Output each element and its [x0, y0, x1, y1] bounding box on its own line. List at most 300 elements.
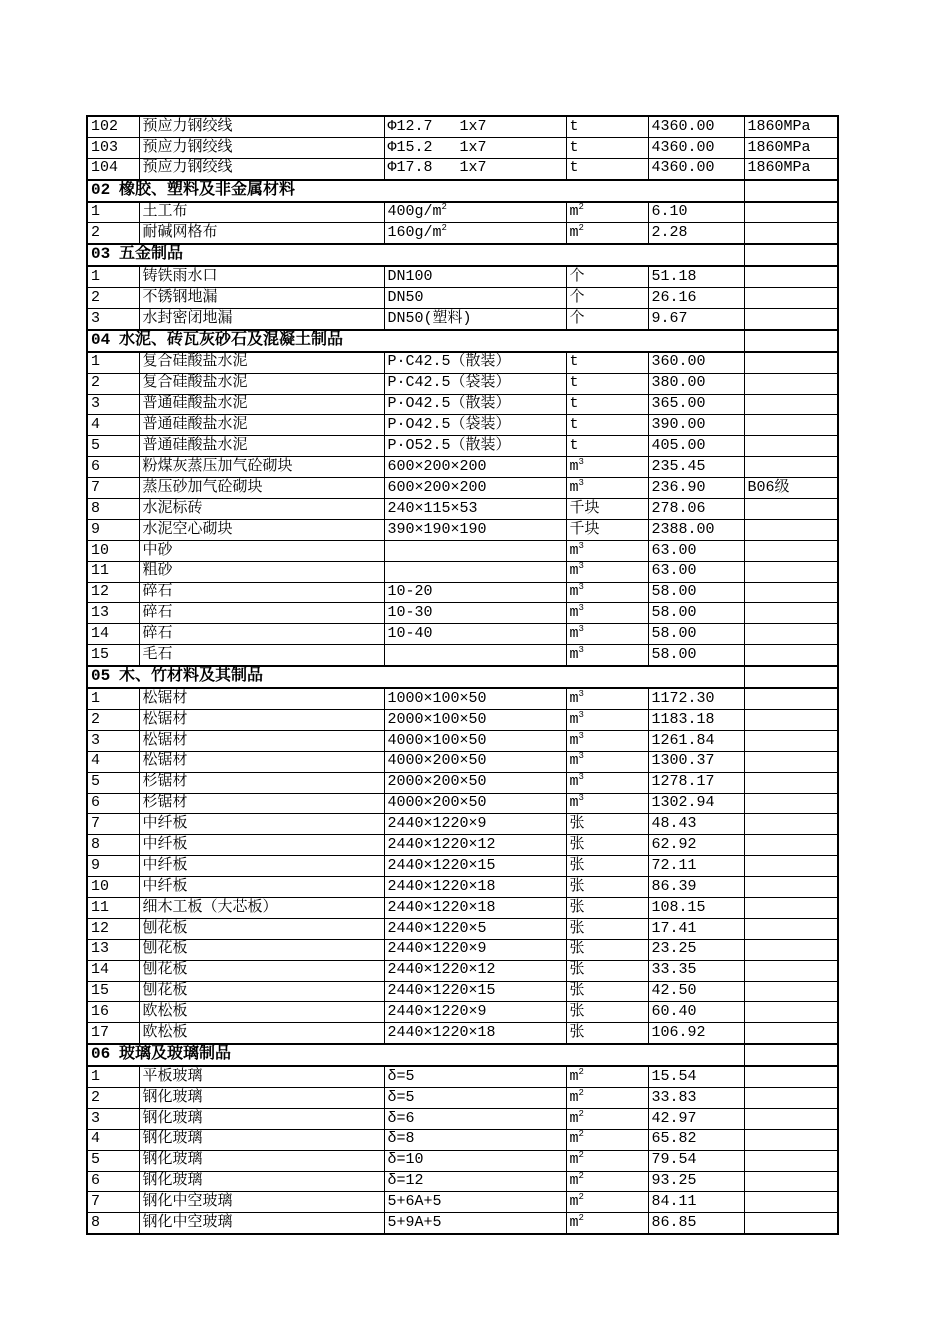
row-number-cell: 7 [87, 478, 139, 499]
price-cell: 26.16 [648, 288, 744, 309]
note-cell: 1860MPa [744, 116, 838, 137]
unit-cell: t [566, 394, 648, 415]
note-cell [744, 1087, 838, 1108]
spec-cell: 5+9A+5 [384, 1213, 566, 1234]
note-cell [744, 436, 838, 457]
unit-cell: 张 [566, 1023, 648, 1044]
material-name-cell: 松锯材 [139, 751, 384, 772]
unit-cell: $m^3$ [566, 603, 648, 624]
note-cell [744, 309, 838, 330]
unit-cell: 个 [566, 288, 648, 309]
unit-cell: t [566, 137, 648, 158]
price-cell: 15.54 [648, 1066, 744, 1087]
note-cell [744, 751, 838, 772]
price-cell: 2388.00 [648, 519, 744, 540]
note-cell [744, 457, 838, 478]
material-row [87, 645, 838, 666]
material-row [87, 603, 838, 624]
unit-cell: $m^2$ [566, 1087, 648, 1108]
row-number-cell: 7 [87, 814, 139, 835]
section-title: 玻璃及玻璃制品 [119, 1045, 232, 1064]
row-number-cell: 1 [87, 1066, 139, 1087]
spec-cell: 10-40 [384, 624, 566, 645]
material-row [87, 266, 838, 287]
row-number-cell: 4 [87, 751, 139, 772]
note-cell [744, 1066, 838, 1087]
spec-cell: Φ12.7 1x7 [384, 116, 566, 137]
section-code: 06 [91, 1045, 111, 1064]
unit-cell: $m^3$ [566, 540, 648, 561]
note-cell [744, 939, 838, 960]
price-cell: 84.11 [648, 1192, 744, 1213]
material-row [87, 1087, 838, 1108]
unit-cell: 张 [566, 897, 648, 918]
material-name-cell: 中纤板 [139, 877, 384, 898]
unit-cell: 张 [566, 814, 648, 835]
row-number-cell: 2 [87, 223, 139, 244]
material-row [87, 519, 838, 540]
unit-cell: t [566, 158, 648, 179]
price-cell: 108.15 [648, 897, 744, 918]
note-cell [744, 814, 838, 835]
note-cell [744, 645, 838, 666]
material-row [87, 835, 838, 856]
row-number-cell: 1 [87, 352, 139, 373]
material-name-cell: 水泥标砖 [139, 499, 384, 520]
row-number-cell: 13 [87, 603, 139, 624]
spec-cell: Φ15.2 1x7 [384, 137, 566, 158]
row-number-cell: 15 [87, 645, 139, 666]
unit-cell: $m^2$ [566, 1150, 648, 1171]
row-number-cell: 2 [87, 288, 139, 309]
material-row [87, 918, 838, 939]
material-name-cell: 普通硅酸盐水泥 [139, 394, 384, 415]
unit-cell: $m^2$ [566, 1066, 648, 1087]
unit-cell: $m^3$ [566, 751, 648, 772]
row-number-cell: 104 [87, 158, 139, 179]
material-name-cell: 碎石 [139, 624, 384, 645]
spec-cell: 2440×1220×15 [384, 981, 566, 1002]
spec-cell: DN50 [384, 288, 566, 309]
unit-cell: $m^3$ [566, 688, 648, 709]
note-cell [744, 373, 838, 394]
spec-cell [384, 561, 566, 582]
unit-cell: $m^2$ [566, 1108, 648, 1129]
unit-cell: $m^2$ [566, 202, 648, 223]
materials-price-table [86, 115, 839, 1235]
material-row [87, 624, 838, 645]
material-name-cell: 松锯材 [139, 730, 384, 751]
price-cell: 4360.00 [648, 137, 744, 158]
price-cell: 278.06 [648, 499, 744, 520]
note-cell [744, 352, 838, 373]
section-header-cell [87, 180, 744, 202]
material-name-cell: 松锯材 [139, 688, 384, 709]
note-cell [744, 223, 838, 244]
material-name-cell: 毛石 [139, 645, 384, 666]
note-cell [744, 666, 838, 688]
material-name-cell: 预应力钢绞线 [139, 137, 384, 158]
price-cell: 405.00 [648, 436, 744, 457]
note-cell [744, 897, 838, 918]
material-row [87, 1023, 838, 1044]
row-number-cell: 1 [87, 266, 139, 287]
note-cell: 1860MPa [744, 158, 838, 179]
price-cell: 33.35 [648, 960, 744, 981]
material-row [87, 116, 838, 137]
section-title: 五金制品 [119, 245, 184, 264]
material-row [87, 751, 838, 772]
row-number-cell: 12 [87, 582, 139, 603]
section-header-row [87, 1044, 838, 1066]
row-number-cell: 15 [87, 981, 139, 1002]
spec-cell: 2440×1220×15 [384, 856, 566, 877]
material-row [87, 561, 838, 582]
unit-cell: $m^3$ [566, 457, 648, 478]
unit-cell: t [566, 373, 648, 394]
section-header-row [87, 244, 838, 266]
unit-cell: $m^3$ [566, 561, 648, 582]
note-cell [744, 856, 838, 877]
row-number-cell: 103 [87, 137, 139, 158]
note-cell [744, 540, 838, 561]
row-number-cell: 102 [87, 116, 139, 137]
material-name-cell: 普通硅酸盐水泥 [139, 436, 384, 457]
note-cell [744, 1150, 838, 1171]
note-cell [744, 415, 838, 436]
unit-cell: 张 [566, 877, 648, 898]
spec-cell: 10-30 [384, 603, 566, 624]
spec-cell: 4000×200×50 [384, 751, 566, 772]
unit-cell: 张 [566, 939, 648, 960]
unit-cell: 张 [566, 856, 648, 877]
note-cell [744, 835, 838, 856]
spec-cell: 2440×1220×12 [384, 835, 566, 856]
unit-cell: t [566, 352, 648, 373]
material-name-cell: 粗砂 [139, 561, 384, 582]
spec-cell: 2440×1220×18 [384, 897, 566, 918]
row-number-cell: 3 [87, 394, 139, 415]
material-row [87, 309, 838, 330]
spec-cell: $160g/m^2$ [384, 223, 566, 244]
row-number-cell: 3 [87, 730, 139, 751]
spec-cell [384, 540, 566, 561]
unit-cell: $m^3$ [566, 772, 648, 793]
material-row [87, 540, 838, 561]
unit-cell: $m^2$ [566, 1213, 648, 1234]
material-name-cell: 碎石 [139, 603, 384, 624]
material-row [87, 688, 838, 709]
section-code: 04 [91, 331, 111, 350]
spec-cell: 2440×1220×5 [384, 918, 566, 939]
row-number-cell: 14 [87, 624, 139, 645]
price-cell: 4360.00 [648, 158, 744, 179]
price-cell: 1183.18 [648, 709, 744, 730]
unit-cell: 张 [566, 981, 648, 1002]
note-cell [744, 519, 838, 540]
note-cell [744, 1213, 838, 1234]
spec-cell: DN100 [384, 266, 566, 287]
price-cell: 58.00 [648, 603, 744, 624]
note-cell [744, 266, 838, 287]
spec-cell: 2440×1220×12 [384, 960, 566, 981]
unit-cell: 张 [566, 1002, 648, 1023]
spec-cell: 2440×1220×18 [384, 1023, 566, 1044]
note-cell [744, 918, 838, 939]
row-number-cell: 12 [87, 918, 139, 939]
material-name-cell: 刨花板 [139, 981, 384, 1002]
spec-cell: 2440×1220×18 [384, 877, 566, 898]
spec-cell: 390×190×190 [384, 519, 566, 540]
material-name-cell: 刨花板 [139, 939, 384, 960]
material-row [87, 856, 838, 877]
material-row [87, 877, 838, 898]
spec-cell: 600×200×200 [384, 457, 566, 478]
row-number-cell: 4 [87, 1129, 139, 1150]
row-number-cell: 5 [87, 772, 139, 793]
material-row [87, 457, 838, 478]
unit-cell: 个 [566, 266, 648, 287]
spec-cell: 2000×100×50 [384, 709, 566, 730]
material-row [87, 1213, 838, 1234]
row-number-cell: 9 [87, 856, 139, 877]
price-cell: 63.00 [648, 561, 744, 582]
price-cell: 23.25 [648, 939, 744, 960]
section-title: 橡胶、塑料及非金属材料 [119, 180, 296, 199]
section-header-row [87, 180, 838, 202]
spec-cell: DN50(塑料) [384, 309, 566, 330]
material-name-cell: 钢化中空玻璃 [139, 1213, 384, 1234]
material-row [87, 415, 838, 436]
price-cell: 72.11 [648, 856, 744, 877]
price-cell: 17.41 [648, 918, 744, 939]
unit-cell: t [566, 415, 648, 436]
unit-cell: $m^3$ [566, 793, 648, 814]
material-name-cell: 杉锯材 [139, 772, 384, 793]
material-row [87, 499, 838, 520]
note-cell [744, 244, 838, 266]
spec-cell: 2440×1220×9 [384, 939, 566, 960]
section-code: 03 [91, 245, 111, 264]
note-cell [744, 981, 838, 1002]
section-header-cell [87, 244, 744, 266]
material-name-cell: 水封密闭地漏 [139, 309, 384, 330]
material-row [87, 793, 838, 814]
material-name-cell: 耐碱网格布 [139, 223, 384, 244]
spec-cell: δ=12 [384, 1171, 566, 1192]
material-name-cell: 细木工板（大芯板） [139, 897, 384, 918]
material-name-cell: 复合硅酸盐水泥 [139, 373, 384, 394]
unit-cell: $m^2$ [566, 1129, 648, 1150]
spec-cell: 4000×200×50 [384, 793, 566, 814]
row-number-cell: 11 [87, 561, 139, 582]
note-cell [744, 180, 838, 202]
row-number-cell: 5 [87, 1150, 139, 1171]
price-cell: 390.00 [648, 415, 744, 436]
material-name-cell: 中纤板 [139, 856, 384, 877]
spec-cell [384, 645, 566, 666]
unit-cell: 张 [566, 918, 648, 939]
section-title: 水泥、砖瓦灰砂石及混凝土制品 [119, 331, 344, 350]
price-cell: 1172.30 [648, 688, 744, 709]
unit-cell: $m^2$ [566, 1171, 648, 1192]
price-cell: 365.00 [648, 394, 744, 415]
row-number-cell: 11 [87, 897, 139, 918]
material-name-cell: 中砂 [139, 540, 384, 561]
material-row [87, 352, 838, 373]
row-number-cell: 3 [87, 1108, 139, 1129]
note-cell [744, 624, 838, 645]
row-number-cell: 9 [87, 519, 139, 540]
spec-cell: δ=5 [384, 1087, 566, 1108]
price-cell: 63.00 [648, 540, 744, 561]
note-cell [744, 330, 838, 352]
material-row [87, 582, 838, 603]
note-cell [744, 877, 838, 898]
note-cell [744, 772, 838, 793]
row-number-cell: 10 [87, 877, 139, 898]
spec-cell: δ=6 [384, 1108, 566, 1129]
price-cell: 93.25 [648, 1171, 744, 1192]
row-number-cell: 13 [87, 939, 139, 960]
material-name-cell: 普通硅酸盐水泥 [139, 415, 384, 436]
material-name-cell: 水泥空心砌块 [139, 519, 384, 540]
material-row [87, 897, 838, 918]
unit-cell: 张 [566, 835, 648, 856]
spec-cell: 2440×1220×9 [384, 814, 566, 835]
price-cell: 1300.37 [648, 751, 744, 772]
row-number-cell: 2 [87, 1087, 139, 1108]
note-cell: B06级 [744, 478, 838, 499]
note-cell [744, 394, 838, 415]
note-cell [744, 1192, 838, 1213]
unit-cell: $m^3$ [566, 478, 648, 499]
note-cell [744, 1002, 838, 1023]
material-name-cell: 钢化玻璃 [139, 1171, 384, 1192]
material-row [87, 1066, 838, 1087]
row-number-cell: 16 [87, 1002, 139, 1023]
note-cell [744, 688, 838, 709]
price-cell: 9.67 [648, 309, 744, 330]
spec-cell: P·O42.5（袋装） [384, 415, 566, 436]
price-cell: 42.50 [648, 981, 744, 1002]
row-number-cell: 6 [87, 1171, 139, 1192]
price-cell: 58.00 [648, 582, 744, 603]
row-number-cell: 3 [87, 309, 139, 330]
material-row [87, 394, 838, 415]
unit-cell: t [566, 116, 648, 137]
row-number-cell: 8 [87, 499, 139, 520]
price-cell: 236.90 [648, 478, 744, 499]
row-number-cell: 6 [87, 793, 139, 814]
material-name-cell: 欧松板 [139, 1002, 384, 1023]
material-name-cell: 土工布 [139, 202, 384, 223]
material-row [87, 772, 838, 793]
section-header-cell [87, 666, 744, 688]
note-cell [744, 1108, 838, 1129]
price-cell: 2.28 [648, 223, 744, 244]
price-cell: 60.40 [648, 1002, 744, 1023]
unit-cell: 张 [566, 960, 648, 981]
material-row [87, 981, 838, 1002]
section-code: 02 [91, 180, 111, 199]
material-row [87, 1192, 838, 1213]
material-name-cell: 碎石 [139, 582, 384, 603]
section-header-cell [87, 1044, 744, 1066]
price-cell: 42.97 [648, 1108, 744, 1129]
material-name-cell: 中纤板 [139, 814, 384, 835]
material-row [87, 730, 838, 751]
material-name-cell: 复合硅酸盐水泥 [139, 352, 384, 373]
spec-cell: Φ17.8 1x7 [384, 158, 566, 179]
note-cell [744, 1023, 838, 1044]
material-name-cell: 中纤板 [139, 835, 384, 856]
spec-cell: P·O52.5（散装） [384, 436, 566, 457]
material-row [87, 202, 838, 223]
material-row [87, 709, 838, 730]
price-cell: 33.83 [648, 1087, 744, 1108]
material-name-cell: 松锯材 [139, 709, 384, 730]
section-header-row [87, 330, 838, 352]
spec-cell: P·O42.5（散装） [384, 394, 566, 415]
spec-cell: δ=5 [384, 1066, 566, 1087]
material-row [87, 1002, 838, 1023]
unit-cell: 千块 [566, 519, 648, 540]
material-row [87, 478, 838, 499]
note-cell [744, 561, 838, 582]
material-name-cell: 不锈钢地漏 [139, 288, 384, 309]
unit-cell: t [566, 436, 648, 457]
spec-cell: 5+6A+5 [384, 1192, 566, 1213]
spec-cell: P·C42.5（袋装） [384, 373, 566, 394]
note-cell [744, 960, 838, 981]
row-number-cell: 8 [87, 835, 139, 856]
price-cell: 58.00 [648, 645, 744, 666]
section-header-cell [87, 330, 744, 352]
unit-cell: $m^3$ [566, 582, 648, 603]
material-name-cell: 刨花板 [139, 918, 384, 939]
row-number-cell: 2 [87, 709, 139, 730]
note-cell [744, 1044, 838, 1066]
unit-cell: 个 [566, 309, 648, 330]
spec-cell: P·C42.5（散装） [384, 352, 566, 373]
price-cell: 86.85 [648, 1213, 744, 1234]
material-row [87, 1171, 838, 1192]
material-name-cell: 平板玻璃 [139, 1066, 384, 1087]
price-cell: 1302.94 [648, 793, 744, 814]
note-cell [744, 1171, 838, 1192]
spec-cell: $400g/m^2$ [384, 202, 566, 223]
note-cell [744, 202, 838, 223]
price-cell: 48.43 [648, 814, 744, 835]
row-number-cell: 10 [87, 540, 139, 561]
spec-cell: 1000×100×50 [384, 688, 566, 709]
material-row [87, 939, 838, 960]
row-number-cell: 7 [87, 1192, 139, 1213]
row-number-cell: 8 [87, 1213, 139, 1234]
row-number-cell: 2 [87, 373, 139, 394]
spec-cell: δ=10 [384, 1150, 566, 1171]
unit-cell: $m^3$ [566, 709, 648, 730]
row-number-cell: 14 [87, 960, 139, 981]
note-cell [744, 582, 838, 603]
unit-cell: 千块 [566, 499, 648, 520]
price-cell: 62.92 [648, 835, 744, 856]
material-name-cell: 钢化玻璃 [139, 1087, 384, 1108]
material-row [87, 158, 838, 179]
price-cell: 4360.00 [648, 116, 744, 137]
price-cell: 51.18 [648, 266, 744, 287]
